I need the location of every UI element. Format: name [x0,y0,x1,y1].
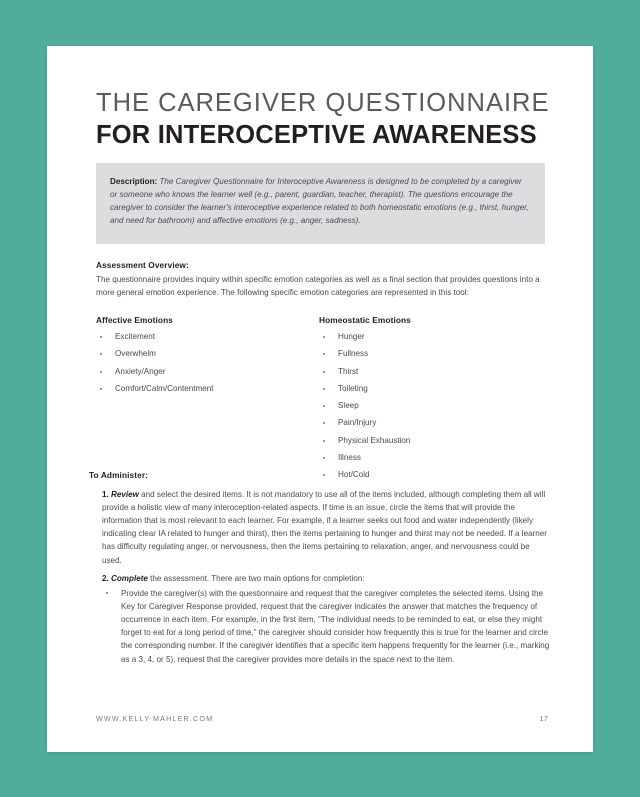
list-item [322,419,532,427]
list-item [322,385,532,393]
list-item-label: Hot/Cold [338,470,370,480]
list-item-label: Pain/Injury [338,418,377,428]
list-item-label: Physical Exhaustion [338,435,411,445]
step-2-number: 2. [102,574,109,583]
list-item-label: Anxiety/Anger [115,366,166,376]
bullet-icon [323,336,325,338]
bullet-icon [323,388,325,390]
list-item-label: Toileting [338,383,368,393]
bullet-icon [323,405,325,407]
list-item [99,368,309,376]
assessment-overview-heading: Assessment Overview: [96,260,189,270]
bullet-icon [323,353,325,355]
bullet-icon [323,474,325,476]
list-item-label: Excitement [115,332,156,341]
bullet-icon [100,388,102,390]
list-item [99,333,309,341]
list-item-label: Overwhelm [115,349,156,359]
bullet-icon [100,371,102,373]
list-item-label: Comfort/Calm/Contentment [115,383,214,393]
description-label: Description: [110,177,158,186]
step-1-verb: Review [111,490,139,499]
list-item [322,471,532,479]
to-administer-heading: To Administer: [89,470,149,480]
description-text [110,175,531,227]
list-item [322,454,532,462]
list-item [322,350,532,358]
bullet-icon [100,336,102,338]
step-1-label [102,490,139,499]
page-title [96,88,556,150]
page-title-line-1: THE CAREGIVER QUESTIONNAIRE [96,89,550,117]
page-content [47,46,593,752]
footer-page-number: 17 [539,714,548,723]
step-2-verb: Complete [111,574,148,583]
bullet-icon [323,440,325,442]
bullet-icon [323,422,325,424]
footer-url: WWW.KELLY-MAHLER.COM [96,714,214,723]
homeostatic-emotions-list [322,333,532,489]
assessment-overview-body: The questionnaire provides inquiry within specific emotion categories as well as a final section that provides questions into a more general emotion experience. The following specific emotion categories are represented in this tool: [96,275,540,297]
bullet-icon [323,371,325,373]
step-2-label [102,574,148,583]
to-administer-step-2 [102,572,550,585]
homeostatic-emotions-heading: Homeostatic Emotions [319,315,411,325]
to-administer-step-1 [102,488,550,567]
step-1-text: and select the desired items. It is not mandatory to use all of the items included, although completing them all will provide a holistic view of many interoception-related aspects. If time is an issue, circle the items that will provide the information that is most relevant to each learner. For example, if a learner seeks out food and water independently (likely indicating clear IA related to hunger and thirst), then the items pertaining to hunger and thirst may not be needed. If a learner has difficulty regulating anger, or nervousness, then the items pertaining to relaxation, anger, and nervousness could be used. [102,490,547,565]
to-administer-step-2-bullet-text: Provide the caregiver(s) with the questionnaire and request that the caregiver completes the selected items. Using the Key for Caregiver Response provided, request that the caregiver indicates the answer that matches the frequency of occurrence in each item. For example, in the first item, “The individual needs to be reminded to eat, or else they might forget to eat for a long period of time,” the caregiver should consider how frequently this is true for the learner and circle the corresponding number. If the caregiver identifies that a specific item happens frequently for the learner (i.e., marking as a 3, 4, or 5), request that the caregiver provides more details in the space next to the item. [121,589,550,664]
list-item [322,333,532,341]
step-1-number: 1. [102,490,109,499]
page-title-line-2: FOR INTEROCEPTIVE AWARENESS [96,121,537,150]
bullet-icon [100,353,102,355]
list-item [322,368,532,376]
description-body: The Caregiver Questionnaire for Interoceptive Awareness is designed to be completed by a caregiver or someone who knows the learner well (e.g., parent, guardian, teacher, therapist). The questions encourage the caregiver to consider the learner's interoceptive experience related to both homeostatic emotions (e.g., thirst, hunger, and need for bathroom) and affective emotions (e.g., anger, sadness). [110,177,529,226]
list-item [322,402,532,410]
list-item-label: Sleep [338,401,359,411]
list-item-label: Thirst [338,366,359,376]
list-item [322,437,532,445]
list-item-label: Illness [338,452,361,462]
list-item-label: Fullness [338,349,369,359]
bullet-icon [323,457,325,459]
bullet-icon [106,592,108,594]
list-item [99,385,309,393]
list-item [99,350,309,358]
step-2-text: the assessment. There are two main options for completion: [147,574,365,583]
to-administer-step-2-bullet [105,587,550,666]
affective-emotions-list [99,333,309,402]
description-callout [96,163,545,244]
affective-emotions-heading: Affective Emotions [96,315,173,325]
list-item-label: Hunger [338,332,365,341]
document-page [47,46,593,752]
